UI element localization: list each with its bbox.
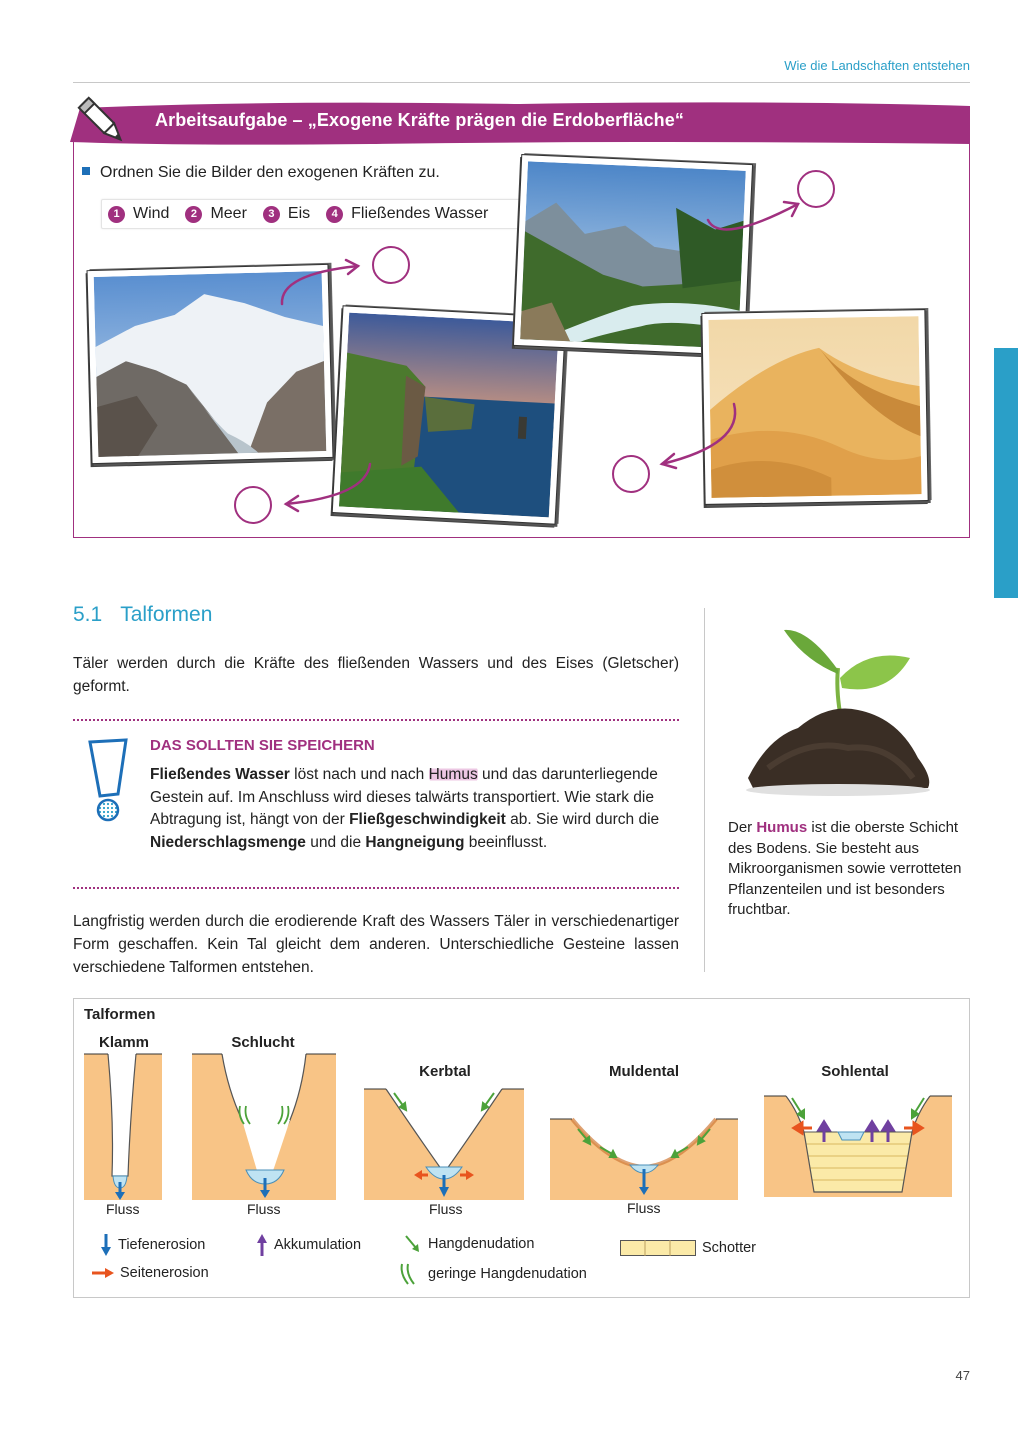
river-label-schlucht: Fluss bbox=[247, 1201, 281, 1217]
option-number: 2 bbox=[185, 206, 202, 223]
double-curve-arrow-icon bbox=[398, 1262, 422, 1286]
label-kerbtal: Kerbtal bbox=[419, 1063, 471, 1080]
option-number: 1 bbox=[108, 206, 125, 223]
arrow-photo2-connector bbox=[276, 456, 376, 516]
memo-text-part: und das darunterliegende Gestein auf. Im Anschluss wird dieses talwärts transportiert. Wie stark die Abtragung ist, hängt von der bbox=[150, 766, 658, 828]
memo-term: Hangneigung bbox=[365, 833, 465, 851]
memo-text-part: und die bbox=[305, 833, 366, 851]
memo-text bbox=[150, 764, 670, 854]
intro-paragraph: Täler werden durch die Kräfte des fließenden Wassers und des Eises (Gletscher) geformt. bbox=[73, 655, 679, 695]
label-sohlental: Sohlental bbox=[821, 1063, 889, 1080]
section-heading bbox=[73, 603, 212, 627]
river-label-klamm: Fluss bbox=[106, 1201, 140, 1217]
diagram-title: Talformen bbox=[84, 1006, 156, 1023]
memo-highlight-humus: Humus bbox=[428, 766, 478, 783]
legend-akkumulation bbox=[256, 1234, 361, 1256]
label-klamm: Klamm bbox=[98, 1034, 150, 1051]
diagram-muldental bbox=[550, 1115, 738, 1200]
memo-text-part: beeinflusst. bbox=[464, 833, 548, 851]
memo-divider-bottom bbox=[73, 887, 679, 889]
arrow-photo4-connector bbox=[652, 398, 744, 470]
caption-text: Der bbox=[728, 819, 757, 836]
label-schlucht: Schlucht bbox=[231, 1034, 295, 1051]
option-label: Fließendes Wasser bbox=[351, 205, 489, 222]
memo-term: Fließgeschwindigkeit bbox=[349, 811, 506, 828]
arrow-photo3-connector bbox=[700, 190, 810, 250]
options-box bbox=[101, 199, 521, 229]
task-instruction bbox=[82, 164, 440, 182]
option-wind bbox=[108, 205, 169, 223]
legend-label: geringe Hangdenudation bbox=[428, 1266, 587, 1282]
diagram-kerbtal bbox=[364, 1085, 524, 1200]
legend-label: Akkumulation bbox=[274, 1237, 362, 1253]
diagram-schlucht bbox=[192, 1050, 336, 1200]
task-title: Arbeitsaufgabe – „Exogene Kräfte prägen die Erdoberfläche“ bbox=[155, 110, 684, 130]
arrow-down-icon bbox=[100, 1234, 112, 1256]
caption-term: Humus bbox=[756, 819, 808, 836]
diagram-klamm bbox=[84, 1050, 162, 1200]
option-number: 4 bbox=[326, 206, 343, 223]
column-rule bbox=[704, 608, 705, 972]
memo-text-part: ab. Sie wird durch die bbox=[505, 811, 660, 828]
label-muldental: Muldental bbox=[609, 1063, 679, 1080]
legend-label: Hangdenudation bbox=[428, 1236, 535, 1252]
option-meer bbox=[185, 205, 246, 223]
answer-circle-2[interactable] bbox=[234, 486, 272, 524]
exclamation-icon bbox=[86, 738, 130, 824]
chapter-tab bbox=[994, 348, 1018, 598]
running-head: Wie die Landschaften entstehen bbox=[784, 58, 970, 73]
section-title: Talformen bbox=[120, 603, 213, 626]
option-number: 3 bbox=[263, 206, 280, 223]
river-label-kerbtal: Fluss bbox=[429, 1201, 463, 1217]
section-number: 5.1 bbox=[73, 603, 103, 626]
outro-paragraph: Langfristig werden durch die erodierende Kraft des Wassers Täler in verschiedenartiger Form geschaffen. Kein Tal gleicht dem anderen. Unterschiedliche Gesteine lassen verschiedene Talformen entstehen. bbox=[73, 913, 679, 976]
pencil-icon bbox=[76, 96, 134, 152]
legend-tiefenerosion bbox=[100, 1234, 205, 1256]
legend-geringe-hangdenudation bbox=[398, 1262, 587, 1286]
legend-seitenerosion bbox=[92, 1265, 209, 1281]
humus-plant-image bbox=[738, 618, 938, 798]
answer-circle-4[interactable] bbox=[612, 455, 650, 493]
memo-divider-top bbox=[73, 719, 679, 721]
option-label: Eis bbox=[287, 205, 311, 222]
memo-term: Fließendes Wasser bbox=[150, 766, 290, 783]
option-fliessendes-wasser bbox=[326, 205, 488, 223]
legend-label: Schotter bbox=[702, 1240, 756, 1256]
option-label: Wind bbox=[133, 205, 170, 222]
caption-text: ist die oberste Schicht des Bodens. Sie besteht aus Mikroorganismen sowie verrotteten Pflanzenteilen und ist besonders fruchtbar. bbox=[728, 819, 962, 918]
memo-term: Niederschlagsmenge bbox=[150, 833, 306, 851]
answer-circle-3[interactable] bbox=[797, 170, 835, 208]
arrow-right-icon bbox=[92, 1267, 114, 1279]
arrow-up-icon bbox=[256, 1234, 268, 1256]
header-rule bbox=[73, 82, 970, 83]
river-label-muldental: Fluss bbox=[627, 1200, 661, 1216]
memo-heading: DAS SOLLTEN SIE SPEICHERN bbox=[150, 737, 375, 754]
legend-schotter bbox=[620, 1240, 756, 1256]
instruction-text: Ordnen Sie die Bilder den exogenen Kräften zu. bbox=[100, 164, 440, 181]
arrow-photo1-connector bbox=[270, 252, 370, 312]
arrow-diagonal-icon bbox=[404, 1234, 422, 1254]
humus-caption bbox=[728, 818, 973, 921]
page-number: 47 bbox=[955, 1368, 970, 1383]
option-eis bbox=[263, 205, 310, 223]
legend-label: Seitenerosion bbox=[120, 1265, 209, 1281]
legend-label: Tiefenerosion bbox=[118, 1237, 206, 1253]
option-label: Meer bbox=[210, 205, 247, 222]
bullet-square-icon bbox=[82, 167, 90, 175]
gravel-swatch-icon bbox=[620, 1240, 696, 1256]
diagram-sohlental bbox=[764, 1092, 952, 1197]
memo-text-part: löst nach und nach bbox=[289, 766, 429, 783]
answer-circle-1[interactable] bbox=[372, 246, 410, 284]
legend-hangdenudation bbox=[404, 1234, 534, 1254]
